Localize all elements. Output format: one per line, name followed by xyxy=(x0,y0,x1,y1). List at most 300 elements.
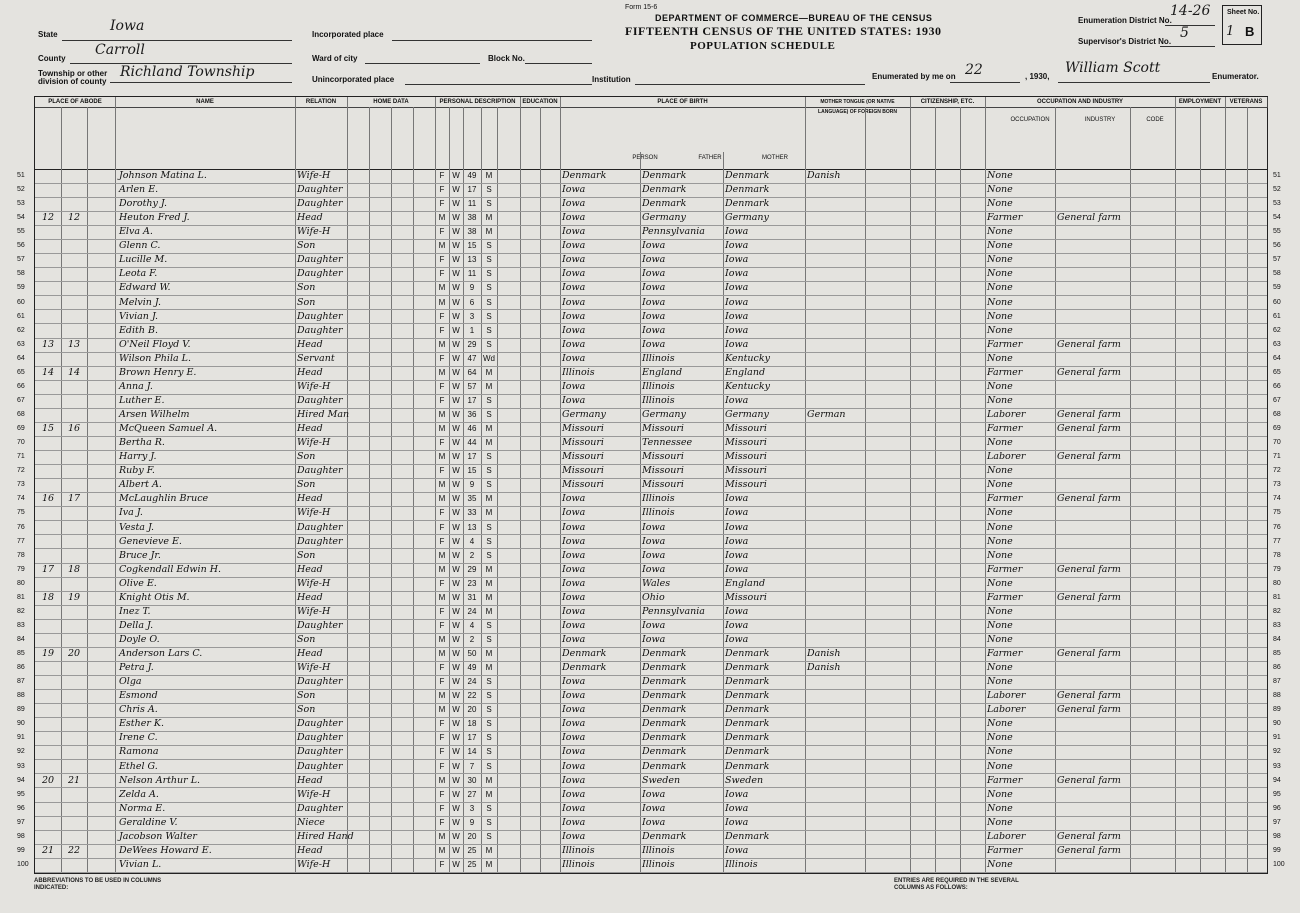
cell-occ: None xyxy=(987,310,1013,322)
cell-ms: S xyxy=(486,620,492,630)
cell-tongue xyxy=(807,802,865,816)
cell-mother: Denmark xyxy=(725,746,770,758)
cell-sex: M xyxy=(438,649,446,659)
cell-tongue: Danish xyxy=(807,170,841,181)
cell-age: 9 xyxy=(469,480,475,490)
cell-age: 29 xyxy=(467,339,477,349)
table-row xyxy=(17,310,1281,325)
group-home: HOME DATA xyxy=(347,97,436,108)
table-row xyxy=(17,267,1281,282)
cell-fam: 13 xyxy=(67,338,81,350)
cell-father: Denmark xyxy=(642,830,687,842)
cell-ind: General farm xyxy=(1057,366,1121,378)
cell-fam xyxy=(61,703,87,717)
cell-occ: Farmer xyxy=(987,338,1023,350)
cell-mother: Missouri xyxy=(725,451,767,463)
cell-rel: Son xyxy=(297,633,316,645)
cell-name: Vivian J. xyxy=(119,310,159,322)
cell-sex: F xyxy=(439,761,445,771)
cell-tongue xyxy=(807,521,865,535)
cell-tongue xyxy=(807,296,865,310)
cell-rel: Daughter xyxy=(297,198,343,210)
cell-rel: Daughter xyxy=(297,310,343,322)
cell-ind xyxy=(1057,605,1130,619)
cell-dw: 13 xyxy=(41,338,55,350)
row-number: 62 xyxy=(17,326,25,334)
cell-ind xyxy=(1057,464,1130,478)
cell-fam xyxy=(61,197,87,211)
cell-ms: M xyxy=(485,775,493,785)
cell-rel: Daughter xyxy=(297,268,343,280)
cell-dw xyxy=(35,324,61,338)
cell-tongue xyxy=(807,788,865,802)
enumerator-name: William Scott xyxy=(1065,60,1161,76)
cell-fam xyxy=(61,760,87,774)
cell-race: W xyxy=(452,297,460,307)
table-row xyxy=(17,633,1281,648)
cell-tongue xyxy=(807,197,865,211)
cell-race: W xyxy=(452,395,460,405)
table-row xyxy=(17,731,1281,746)
row-number-right: 70 xyxy=(1273,439,1281,447)
cell-mother: Iowa xyxy=(725,549,749,561)
cell-mother: Iowa xyxy=(725,282,749,294)
cell-age: 17 xyxy=(467,185,477,195)
cell-father: Iowa xyxy=(642,324,666,336)
cell-sex: M xyxy=(438,410,446,420)
cell-tongue xyxy=(807,366,865,380)
row-number-right: 99 xyxy=(1273,846,1281,854)
cell-mother: Iowa xyxy=(725,507,749,519)
cell-occ: None xyxy=(987,226,1013,238)
cell-fam xyxy=(61,661,87,675)
cell-ind xyxy=(1057,324,1130,338)
group-employment: EMPLOYMENT xyxy=(1175,97,1226,108)
cell-race: W xyxy=(452,634,460,644)
cell-dw xyxy=(35,675,61,689)
cell-tongue xyxy=(807,506,865,520)
row-number: 90 xyxy=(17,720,25,728)
footer-entries: ENTRIES ARE REQUIRED IN THE SEVERAL COLUMNS AS FOLLOWS: xyxy=(894,878,1019,891)
cell-fam xyxy=(61,521,87,535)
cell-ind xyxy=(1057,310,1130,324)
cell-dw xyxy=(35,745,61,759)
cell-ms: S xyxy=(486,480,492,490)
cell-tongue xyxy=(807,591,865,605)
cell-ms: M xyxy=(485,845,493,855)
enumerator-label: Enumerator. xyxy=(1212,72,1259,81)
row-number: 100 xyxy=(17,860,29,868)
row-number-right: 87 xyxy=(1273,678,1281,686)
row-number: 88 xyxy=(17,692,25,700)
cell-mother: Iowa xyxy=(725,521,749,533)
row-number-right: 78 xyxy=(1273,551,1281,559)
supervisor-value: 5 xyxy=(1180,25,1189,41)
cell-sex: F xyxy=(439,789,445,799)
cell-fam xyxy=(61,506,87,520)
cell-tongue xyxy=(807,436,865,450)
cell-tongue xyxy=(807,211,865,225)
cell-dw xyxy=(35,619,61,633)
cell-mother: Iowa xyxy=(725,226,749,238)
table-row xyxy=(17,239,1281,254)
cell-age: 13 xyxy=(467,255,477,265)
cell-father: Germany xyxy=(642,212,686,224)
cell-ind xyxy=(1057,731,1130,745)
cell-father: Iowa xyxy=(642,788,666,800)
row-number-right: 53 xyxy=(1273,200,1281,208)
block-label: Block No. xyxy=(488,54,525,63)
cell-race: W xyxy=(452,677,460,687)
cell-birth: Iowa xyxy=(562,830,586,842)
cell-ind xyxy=(1057,352,1130,366)
cell-birth: Missouri xyxy=(562,465,604,477)
cell-mother: Missouri xyxy=(725,465,767,477)
cell-rel: Son xyxy=(297,704,316,716)
cell-rel: Wife-H xyxy=(297,170,331,181)
cell-ind: General farm xyxy=(1057,212,1121,224)
department-line: DEPARTMENT OF COMMERCE—BUREAU OF THE CENSUS xyxy=(655,13,933,23)
cell-race: W xyxy=(452,269,460,279)
cell-birth: Iowa xyxy=(562,338,586,350)
cell-sex: M xyxy=(438,424,446,434)
cell-mother: Denmark xyxy=(725,704,770,716)
cell-father: Iowa xyxy=(642,802,666,814)
table-row xyxy=(17,211,1281,226)
cell-occ: None xyxy=(987,254,1013,266)
cell-age: 25 xyxy=(467,859,477,869)
row-number: 94 xyxy=(17,776,25,784)
cell-ind: General farm xyxy=(1057,338,1121,350)
cell-occ: None xyxy=(987,324,1013,336)
col-code: CODE xyxy=(1146,117,1164,123)
cell-fam xyxy=(61,633,87,647)
cell-occ: None xyxy=(987,170,1013,181)
cell-dw xyxy=(35,689,61,703)
cell-sex: F xyxy=(439,747,445,757)
cell-dw: 21 xyxy=(41,844,55,856)
cell-sex: M xyxy=(438,705,446,715)
col-father: FATHER xyxy=(698,155,722,161)
cell-mother: England xyxy=(725,577,766,589)
cell-birth: Iowa xyxy=(562,577,586,589)
cell-ms: M xyxy=(485,438,493,448)
cell-birth: Illinois xyxy=(562,858,595,870)
cell-sex: F xyxy=(439,620,445,630)
row-number-right: 83 xyxy=(1273,621,1281,629)
cell-sex: F xyxy=(439,733,445,743)
group-occupation: OCCUPATION AND INDUSTRY xyxy=(985,97,1176,108)
cell-dw xyxy=(35,253,61,267)
cell-race: W xyxy=(452,508,460,518)
table-row xyxy=(17,619,1281,634)
cell-race: W xyxy=(452,311,460,321)
cell-age: 4 xyxy=(469,536,475,546)
row-number: 67 xyxy=(17,396,25,404)
table-row xyxy=(17,506,1281,521)
cell-mother: Kentucky xyxy=(725,352,770,364)
row-number-right: 71 xyxy=(1273,453,1281,461)
cell-name: Brown Henry E. xyxy=(119,366,197,378)
cell-ms: M xyxy=(485,578,493,588)
group-citizenship: CITIZENSHIP, ETC. xyxy=(910,97,986,108)
cell-fam xyxy=(61,788,87,802)
cell-birth: Iowa xyxy=(562,676,586,688)
table-row xyxy=(17,605,1281,620)
cell-birth: Iowa xyxy=(562,296,586,308)
table-row xyxy=(17,380,1281,395)
cell-sex: M xyxy=(438,241,446,251)
cell-fam xyxy=(61,239,87,253)
sheet-label: Sheet No. xyxy=(1227,9,1260,16)
cell-ms: M xyxy=(485,649,493,659)
cell-father: Missouri xyxy=(642,465,684,477)
ed-value: 14-26 xyxy=(1170,3,1211,19)
cell-fam xyxy=(61,380,87,394)
cell-race: W xyxy=(452,353,460,363)
cell-race: W xyxy=(452,227,460,237)
cell-ms: S xyxy=(486,395,492,405)
cell-mother: Denmark xyxy=(725,676,770,688)
cell-dw xyxy=(35,239,61,253)
enumerated-label: Enumerated by me on xyxy=(872,72,956,81)
cell-race: W xyxy=(452,775,460,785)
col-industry: INDUSTRY xyxy=(1084,117,1116,123)
cell-occ: Laborer xyxy=(987,409,1026,421)
cell-occ: None xyxy=(987,633,1013,645)
cell-dw xyxy=(35,506,61,520)
cell-father: Iowa xyxy=(642,563,666,575)
cell-sex: M xyxy=(438,845,446,855)
cell-name: Vivian L. xyxy=(119,858,162,870)
cell-birth: Iowa xyxy=(562,282,586,294)
cell-father: Missouri xyxy=(642,423,684,435)
cell-rel: Son xyxy=(297,451,316,463)
cell-birth: Iowa xyxy=(562,746,586,758)
cell-sex: F xyxy=(439,719,445,729)
cell-age: 6 xyxy=(469,297,475,307)
cell-name: Della J. xyxy=(119,619,154,631)
cell-name: Esmond xyxy=(119,690,158,702)
cell-tongue: Danish xyxy=(807,648,841,660)
cell-ms: S xyxy=(486,817,492,827)
cell-name: Glenn C. xyxy=(119,240,161,252)
row-number-right: 62 xyxy=(1273,326,1281,334)
cell-fam xyxy=(61,310,87,324)
cell-dw xyxy=(35,380,61,394)
cell-tongue xyxy=(807,492,865,506)
cell-dw xyxy=(35,816,61,830)
cell-sex: M xyxy=(438,592,446,602)
cell-sex: F xyxy=(439,311,445,321)
row-number: 81 xyxy=(17,593,25,601)
cell-dw xyxy=(35,310,61,324)
cell-rel: Wife-H xyxy=(297,507,331,519)
cell-sex: M xyxy=(438,831,446,841)
cell-tongue xyxy=(807,310,865,324)
cell-dw xyxy=(35,521,61,535)
cell-occ: Laborer xyxy=(987,704,1026,716)
group-veterans: VETERANS xyxy=(1225,97,1268,108)
cell-occ: None xyxy=(987,282,1013,294)
cell-mother: Iowa xyxy=(725,240,749,252)
row-number: 85 xyxy=(17,650,25,658)
cell-race: W xyxy=(452,255,460,265)
cell-ind xyxy=(1057,253,1130,267)
township-value: Richland Township xyxy=(120,64,255,80)
cell-birth: Iowa xyxy=(562,184,586,196)
cell-race: W xyxy=(452,325,460,335)
cell-race: W xyxy=(452,803,460,813)
cell-father: Denmark xyxy=(642,648,687,660)
cell-tongue xyxy=(807,675,865,689)
sheet-number-box xyxy=(1222,5,1262,45)
cell-race: W xyxy=(452,522,460,532)
cell-ms: S xyxy=(486,691,492,701)
cell-rel: Daughter xyxy=(297,394,343,406)
cell-father: Iowa xyxy=(642,535,666,547)
cell-rel: Wife-H xyxy=(297,437,331,449)
cell-dw xyxy=(35,408,61,422)
cell-race: W xyxy=(452,424,460,434)
row-number-right: 80 xyxy=(1273,579,1281,587)
cell-father: Illinois xyxy=(642,493,675,505)
cell-name: Cogkendall Edwin H. xyxy=(119,563,222,575)
table-row xyxy=(17,478,1281,493)
cell-age: 33 xyxy=(467,508,477,518)
supervisor-label: Supervisor's District No. xyxy=(1078,37,1172,46)
table-row xyxy=(17,675,1281,690)
row-number: 60 xyxy=(17,298,25,306)
cell-race: W xyxy=(452,747,460,757)
cell-race: W xyxy=(452,620,460,630)
cell-sex: M xyxy=(438,494,446,504)
cell-ind xyxy=(1057,802,1130,816)
cell-dw xyxy=(35,352,61,366)
row-number-right: 68 xyxy=(1273,411,1281,419)
cell-age: 24 xyxy=(467,677,477,687)
cell-race: W xyxy=(452,691,460,701)
table-row xyxy=(17,408,1281,423)
cell-mother: Iowa xyxy=(725,324,749,336)
cell-race: W xyxy=(452,536,460,546)
cell-rel: Daughter xyxy=(297,746,343,758)
row-number-right: 76 xyxy=(1273,523,1281,531)
cell-fam: 22 xyxy=(67,844,81,856)
cell-birth: Iowa xyxy=(562,732,586,744)
cell-father: Pennsylvania xyxy=(642,605,705,617)
cell-fam xyxy=(61,605,87,619)
cell-ms: M xyxy=(485,789,493,799)
cell-sex: F xyxy=(439,578,445,588)
cell-tongue xyxy=(807,844,865,858)
cell-name: Genevieve E. xyxy=(119,535,182,547)
row-number-right: 51 xyxy=(1273,172,1281,179)
table-row xyxy=(17,689,1281,704)
cell-race: W xyxy=(452,578,460,588)
cell-race: W xyxy=(452,761,460,771)
cell-rel: Wife-H xyxy=(297,226,331,238)
cell-sex: M xyxy=(438,480,446,490)
table-row xyxy=(17,647,1281,662)
table-row xyxy=(17,422,1281,437)
year-label: , 1930, xyxy=(1025,72,1050,81)
cell-occ: None xyxy=(987,352,1013,364)
cell-race: W xyxy=(452,592,460,602)
row-number: 53 xyxy=(17,200,25,208)
cell-ind: General farm xyxy=(1057,409,1121,421)
row-number: 79 xyxy=(17,565,25,573)
cell-name: Harry J. xyxy=(119,451,157,463)
cell-sex: F xyxy=(439,171,445,180)
cell-name: Albert A. xyxy=(119,479,162,491)
county-value: Carroll xyxy=(95,42,145,58)
cell-rel: Head xyxy=(297,493,323,505)
cell-name: Nelson Arthur L. xyxy=(119,774,201,786)
cell-occ: None xyxy=(987,746,1013,758)
cell-name: McQueen Samuel A. xyxy=(119,423,218,435)
cell-race: W xyxy=(452,817,460,827)
cell-ms: S xyxy=(486,241,492,251)
cell-age: 3 xyxy=(469,803,475,813)
cell-ms: S xyxy=(486,747,492,757)
cell-age: 64 xyxy=(467,367,477,377)
sheet-number: 1 xyxy=(1226,24,1235,39)
table-row xyxy=(17,492,1281,507)
cell-ms: S xyxy=(486,705,492,715)
cell-birth: Iowa xyxy=(562,704,586,716)
col-person: PERSON xyxy=(632,155,658,161)
cell-race: W xyxy=(452,410,460,420)
cell-ind xyxy=(1057,788,1130,802)
cell-fam xyxy=(61,408,87,422)
cell-tongue xyxy=(807,830,865,844)
row-number: 72 xyxy=(17,467,25,475)
cell-fam xyxy=(61,549,87,563)
cell-dw xyxy=(35,436,61,450)
group-personal: PERSONAL DESCRIPTION xyxy=(435,97,521,108)
cell-father: Tennessee xyxy=(642,437,693,449)
row-number-right: 82 xyxy=(1273,607,1281,615)
cell-father: Denmark xyxy=(642,732,687,744)
cell-name: Arlen E. xyxy=(119,184,159,196)
cell-birth: Denmark xyxy=(562,662,607,674)
cell-sex: F xyxy=(439,438,445,448)
cell-mother: Kentucky xyxy=(725,380,770,392)
cell-age: 15 xyxy=(467,466,477,476)
cell-ind: General farm xyxy=(1057,493,1121,505)
cell-rel: Son xyxy=(297,240,316,252)
cell-occ: Farmer xyxy=(987,563,1023,575)
cell-race: W xyxy=(452,550,460,560)
cell-birth: Missouri xyxy=(562,423,604,435)
row-number: 77 xyxy=(17,537,25,545)
cell-birth: Iowa xyxy=(562,718,586,730)
cell-ms: M xyxy=(485,424,493,434)
cell-birth: Iowa xyxy=(562,268,586,280)
cell-tongue xyxy=(807,745,865,759)
cell-name: Irene C. xyxy=(119,732,158,744)
cell-dw xyxy=(35,661,61,675)
cell-occ: Farmer xyxy=(987,591,1023,603)
cell-race: W xyxy=(452,466,460,476)
cell-fam xyxy=(61,830,87,844)
cell-fam xyxy=(61,816,87,830)
cell-sex: F xyxy=(439,255,445,265)
row-number-right: 86 xyxy=(1273,664,1281,672)
row-number: 97 xyxy=(17,818,25,826)
cell-name: Vesta J. xyxy=(119,521,155,533)
